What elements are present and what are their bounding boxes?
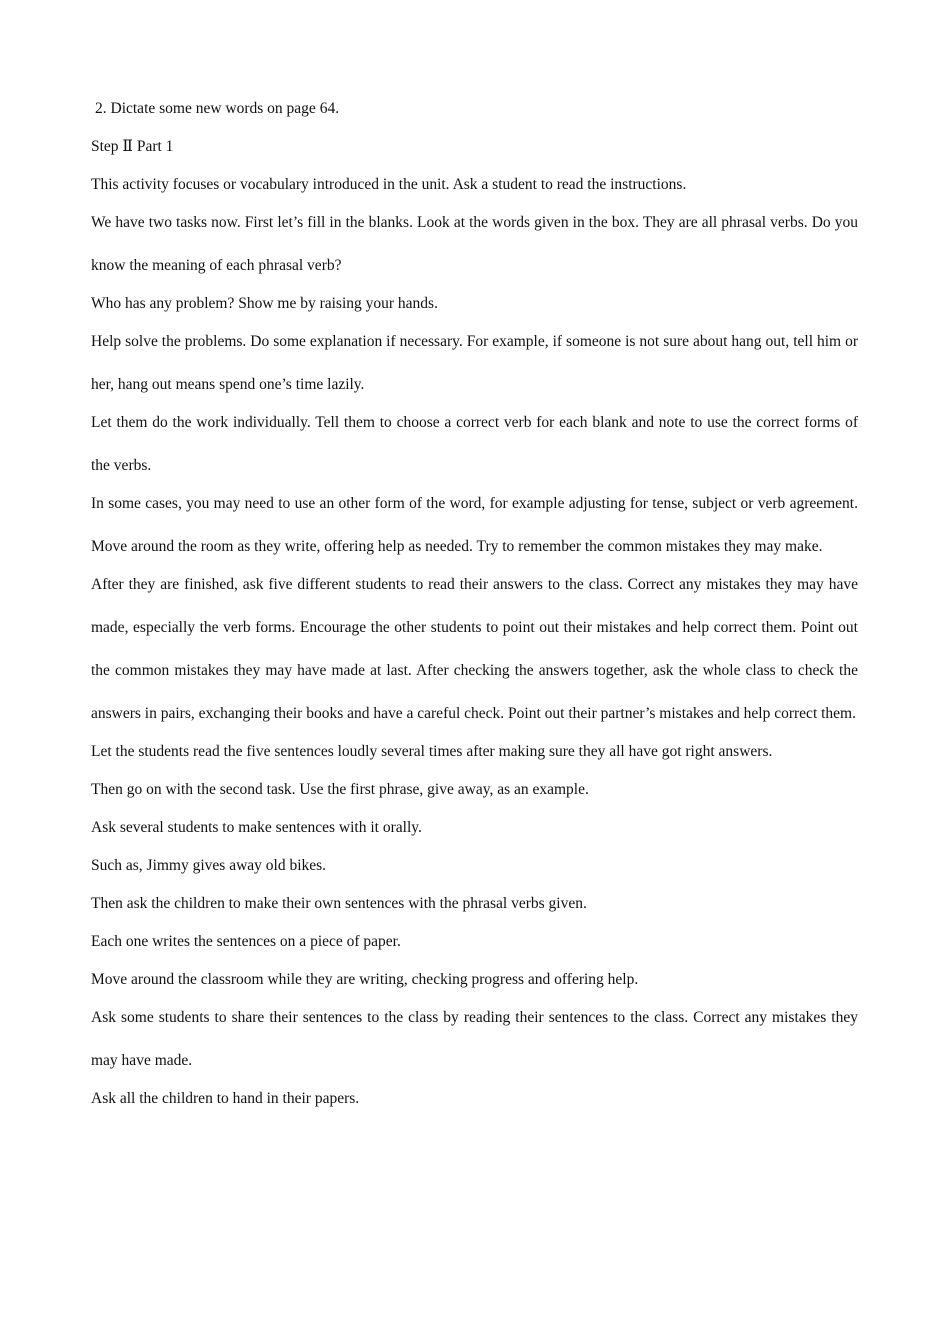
paragraph-help-solve: Help solve the problems. Do some explanation if necessary. For example, if someone is not sure about hang out, tell him or her, hang out means spend one’s time lazily. (91, 333, 858, 393)
paragraph-step-heading: Step Ⅱ Part 1 (91, 138, 174, 155)
paragraph-paper: Each one writes the sentences on a piece of paper. (91, 933, 401, 950)
paragraph-move-around: Move around the classroom while they are writing, checking progress and offering help. (91, 971, 639, 988)
paragraph-second-task: Then go on with the second task. Use the first phrase, give away, as an example. (91, 781, 589, 798)
paragraph-share-sentences: Ask some students to share their sentences to the class by reading their sentences to the class. Correct any mistakes they may have made. (91, 1009, 858, 1069)
paragraph-dictate: 2. Dictate some new words on page 64. (95, 100, 340, 117)
paragraph-read-loudly: Let the students read the five sentences loudly several times after making sure they all have got right answers. (91, 743, 773, 760)
document-page (91, 98, 858, 1126)
paragraph-after-finished: After they are finished, ask five different students to read their answers to the class. Correct any mistakes they may have made, especially the verb forms. Encourage the other students to point out their mistakes and help correct them. Point out the common mistakes they may have made at last. After checking the answers together, ask the whole class to check the answers in pairs, exchanging their books and have a careful check. Point out their partner’s mistakes and help correct them. (91, 576, 858, 722)
paragraph-two-tasks: We have two tasks now. First let’s fill in the blanks. Look at the words given in the box. They are all phrasal verbs. Do you know the meaning of each phrasal verb? (91, 214, 858, 274)
paragraph-own-sentences: Then ask the children to make their own sentences with the phrasal verbs given. (91, 895, 587, 912)
paragraph-activity-focus: This activity focuses or vocabulary introduced in the unit. Ask a student to read the instructions. (91, 176, 687, 193)
paragraph-hand-in: Ask all the children to hand in their papers. (91, 1090, 360, 1107)
paragraph-any-problem: Who has any problem? Show me by raising your hands. (91, 295, 438, 312)
paragraph-other-form: In some cases, you may need to use an other form of the word, for example adjusting for tense, subject or verb agreement. Move around the room as they write, offering help as needed. Try to remember the common mistakes they may make. (91, 495, 858, 555)
paragraph-make-sentences: Ask several students to make sentences with it orally. (91, 819, 422, 836)
paragraph-individual-work: Let them do the work individually. Tell them to choose a correct verb for each blank and note to use the correct forms of the verbs. (91, 414, 858, 474)
paragraph-example: Such as, Jimmy gives away old bikes. (91, 857, 327, 874)
